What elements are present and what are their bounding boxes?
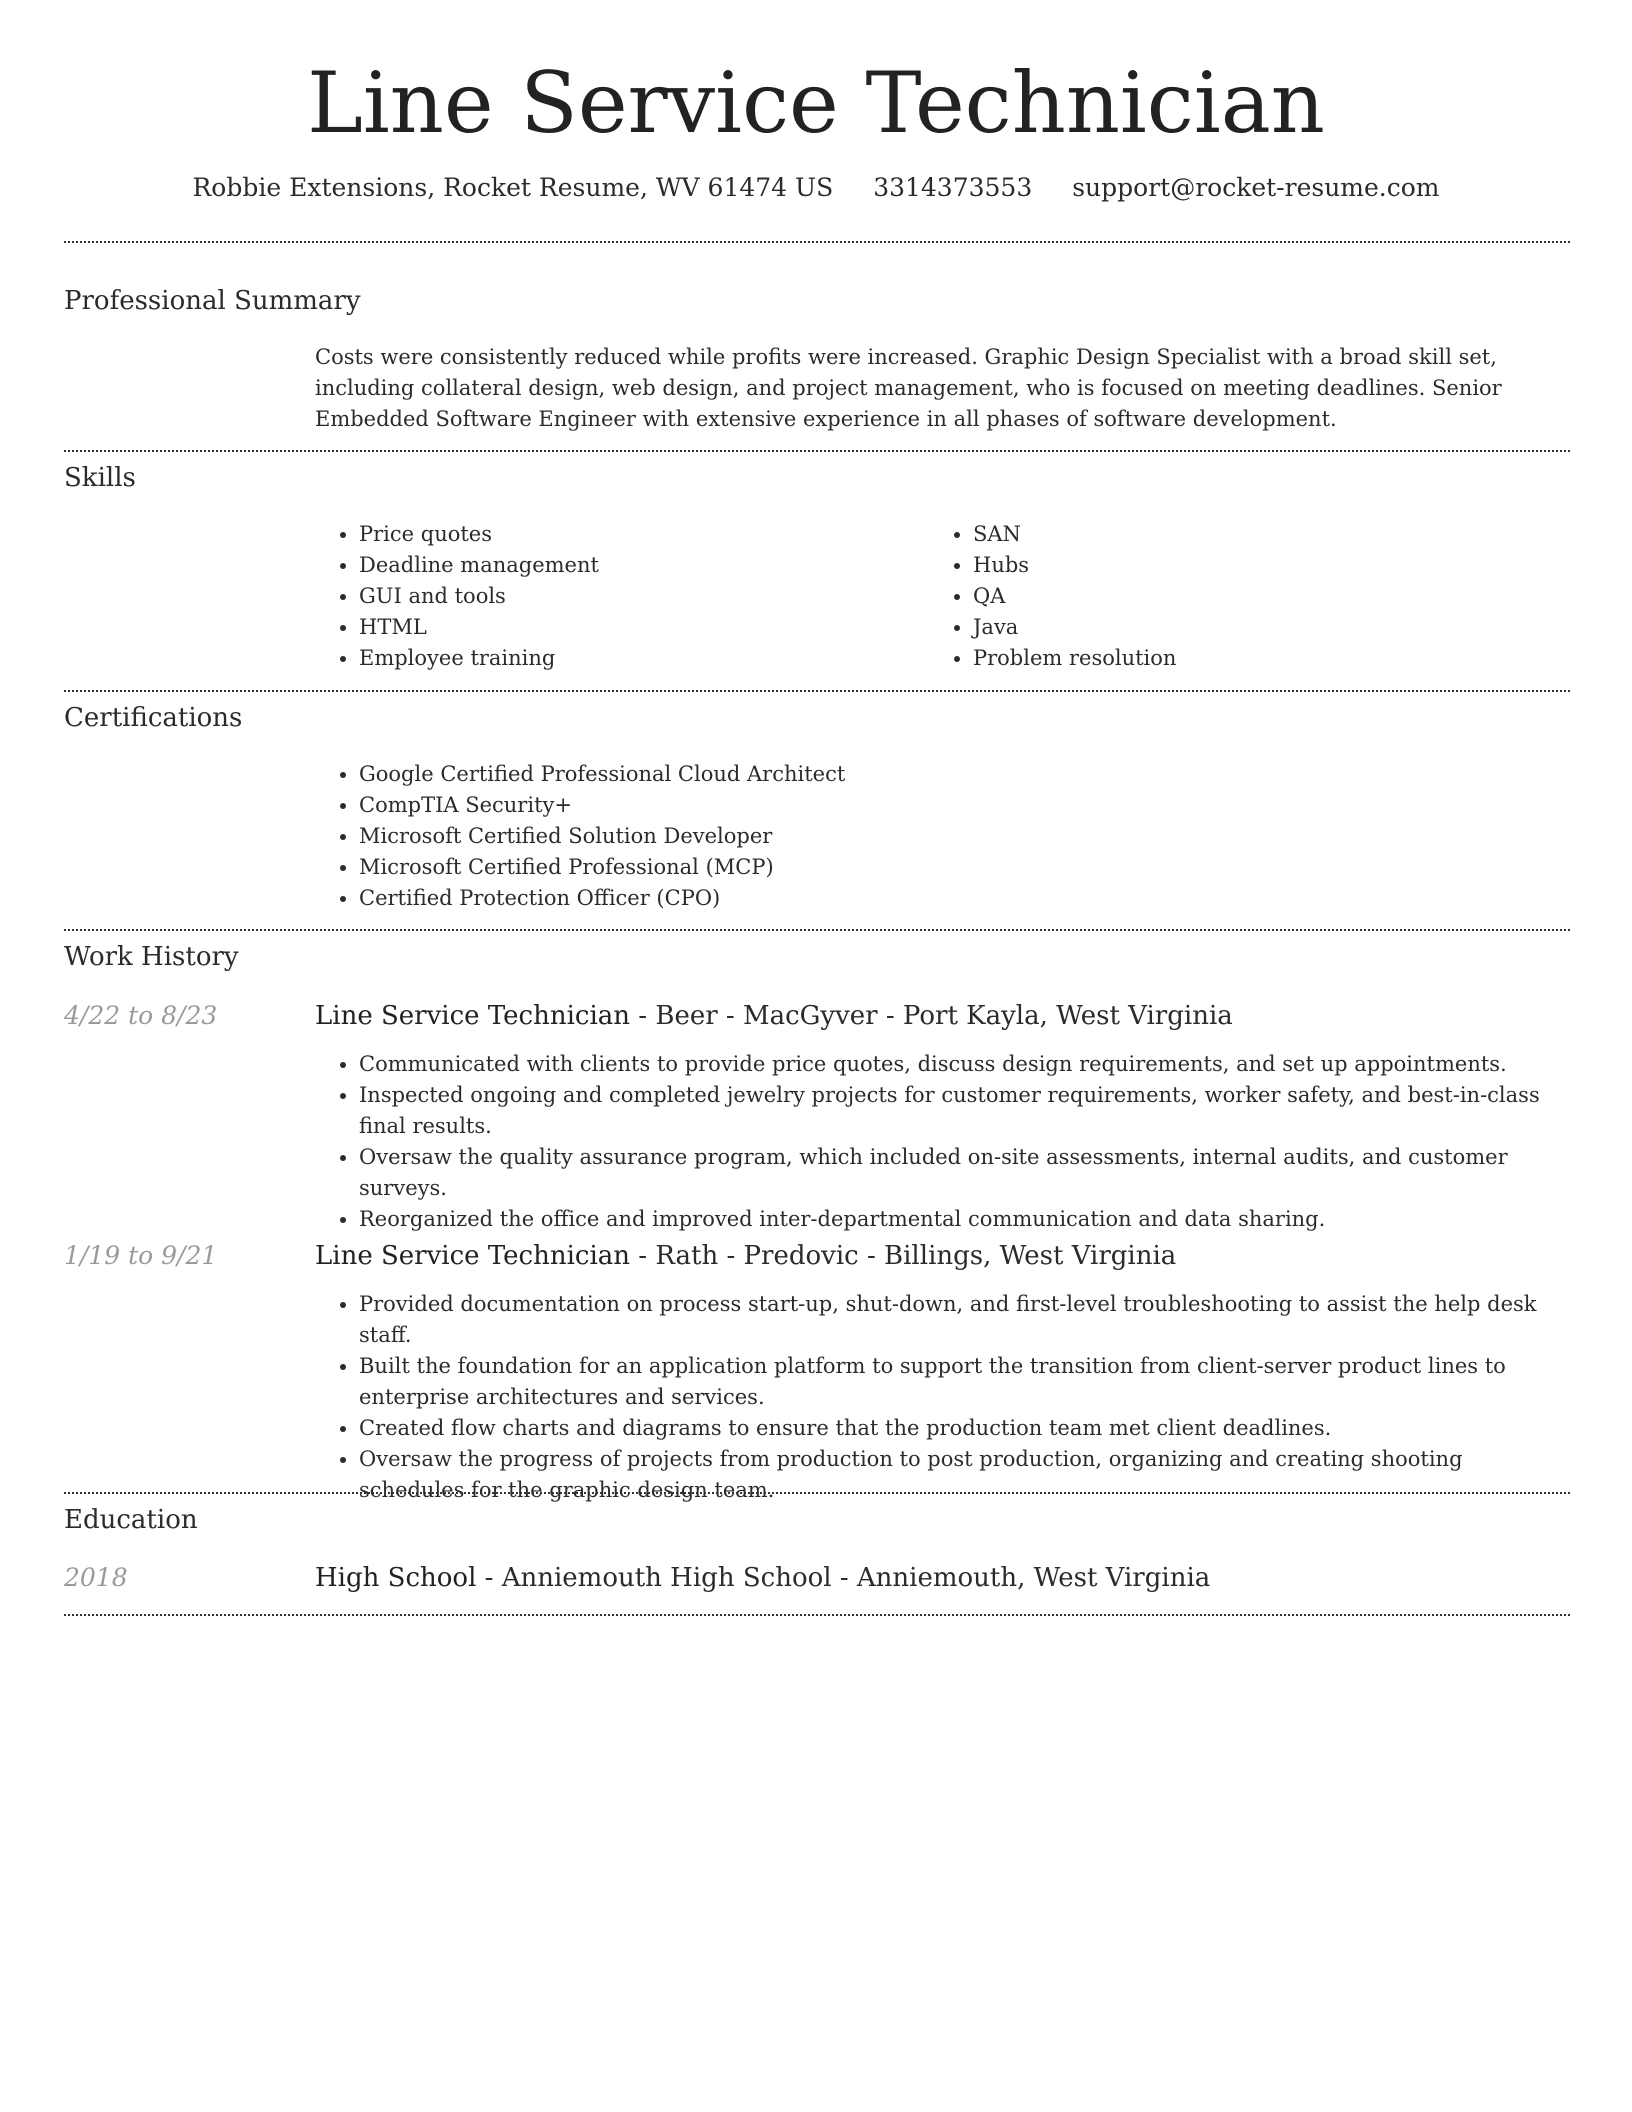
education-school: - Anniemouth High School - Anniemouth, West Virginia (476, 1563, 1211, 1593)
skill-item: • Java (973, 612, 1573, 643)
education-degree: High School (315, 1563, 477, 1593)
section-divider (64, 1614, 1570, 1616)
work-history-heading: Work History (64, 942, 239, 972)
contact-address: Robbie Extensions, Rocket Resume, WV 61474 US (192, 173, 834, 202)
certification-item: • CompTIA Security+ (359, 790, 1570, 821)
job-title (315, 1238, 1176, 1274)
job-role: Line Service Technician (315, 1001, 631, 1031)
job-dates: 4/22 to 8/23 (64, 1001, 218, 1030)
job-bullet: • Oversaw the quality assurance program, which included on-site assessments, internal audits, and customer surveys. (359, 1142, 1570, 1204)
job-dates: 1/19 to 9/21 (64, 1241, 218, 1270)
job-bullet: • Oversaw the progress of projects from production to post production, organizing and creating shooting schedules for the graphic design team. (359, 1444, 1570, 1506)
job-bullet: • Inspected ongoing and completed jewelry projects for customer requirements, worker safety, and best-in-class final results. (359, 1080, 1570, 1142)
education-date: 2018 (64, 1563, 128, 1592)
job-bullet: • Communicated with clients to provide price quotes, discuss design requirements, and set up appointments. (359, 1049, 1570, 1080)
contact-line (0, 168, 1632, 208)
contact-email: support@rocket-resume.com (1072, 173, 1440, 202)
certification-item: • Google Certified Professional Cloud Architect (359, 759, 1570, 790)
education-entry (315, 1560, 1210, 1596)
job-bullets (315, 1289, 1570, 1506)
skill-item: • Hubs (973, 550, 1573, 581)
job-bullets (315, 1049, 1570, 1235)
certification-item: • Microsoft Certified Solution Developer (359, 821, 1570, 852)
section-divider (64, 1492, 1570, 1494)
job-employer: - Rath - Predovic - Billings, West Virginia (630, 1241, 1177, 1271)
section-divider (64, 929, 1570, 931)
job-bullet: • Provided documentation on process start-up, shut-down, and first-level troubleshooting to assist the help desk staff. (359, 1289, 1570, 1351)
education-heading: Education (64, 1505, 198, 1535)
skill-item: • HTML (359, 612, 929, 643)
skills-list-left (315, 519, 929, 674)
job-bullet: • Built the foundation for an application platform to support the transition from client-server product lines to enterprise architectures and services. (359, 1351, 1570, 1413)
certifications-list (315, 759, 1570, 914)
skill-item: • Deadline management (359, 550, 929, 581)
certifications-heading: Certifications (64, 703, 243, 733)
contact-phone: 3314373553 (873, 173, 1033, 202)
skills-list-right (929, 519, 1573, 674)
job-title (315, 998, 1233, 1034)
candidate-name: Line Service Technician (307, 54, 1325, 152)
summary-text: Costs were consistently reduced while profits were increased. Graphic Design Specialist with a broad skill set, including collateral design, web design, and project management, who is focused on meeting deadlines. Senior Embedded Software Engineer with extensive experience in all phases of software development. (315, 345, 1502, 431)
certification-item: • Certified Protection Officer (CPO) (359, 883, 1570, 914)
job-bullet: • Created flow charts and diagrams to ensure that the production team met client deadlines. (359, 1413, 1570, 1444)
job-bullet: • Reorganized the office and improved inter-departmental communication and data sharing. (359, 1204, 1570, 1235)
job-employer: - Beer - MacGyver - Port Kayla, West Virginia (630, 1001, 1233, 1031)
skill-item: • Price quotes (359, 519, 929, 550)
job-role: Line Service Technician (315, 1241, 631, 1271)
skill-item: • SAN (973, 519, 1573, 550)
skill-item: • Problem resolution (973, 643, 1573, 674)
skill-item: • QA (973, 581, 1573, 612)
section-divider (64, 690, 1570, 692)
summary-heading: Professional Summary (64, 286, 361, 316)
skill-item: • Employee training (359, 643, 929, 674)
skills-heading: Skills (64, 463, 136, 493)
section-divider (64, 241, 1570, 243)
skill-item: • GUI and tools (359, 581, 929, 612)
certification-item: • Microsoft Certified Professional (MCP) (359, 852, 1570, 883)
section-divider (64, 450, 1570, 452)
